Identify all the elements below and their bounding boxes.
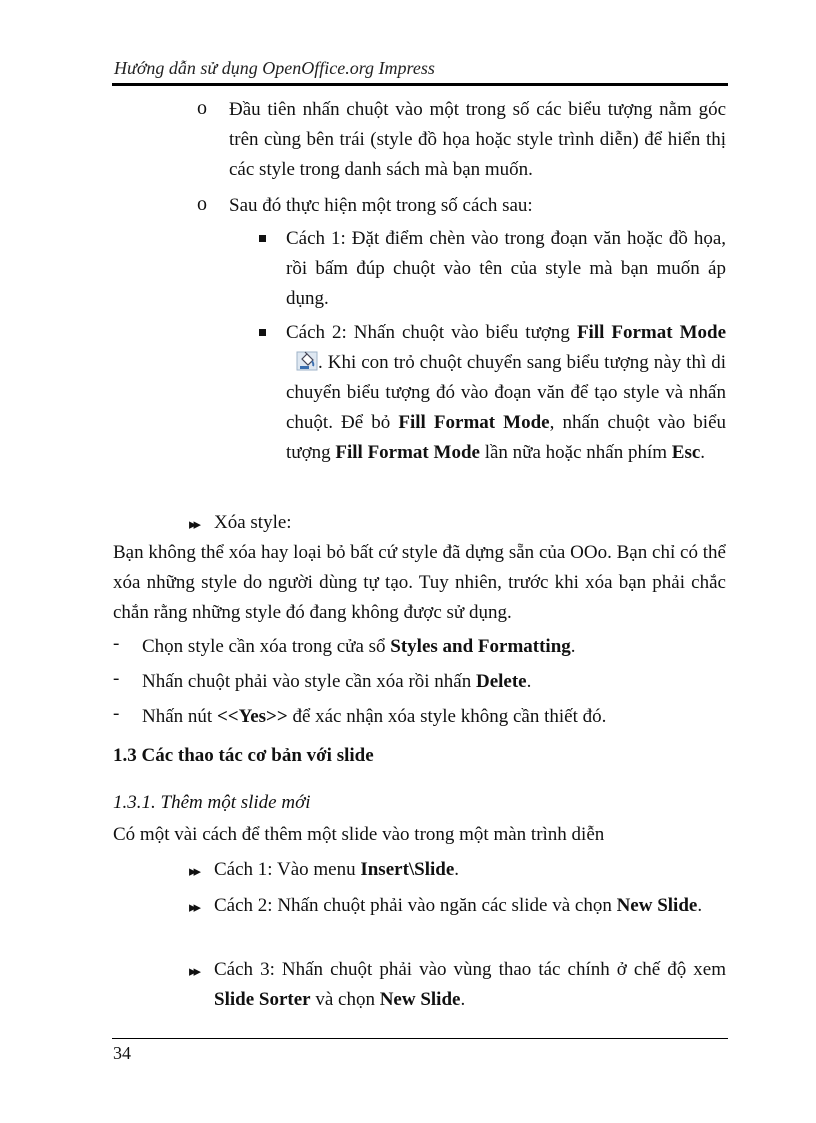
square-bullet <box>259 235 266 242</box>
esc-key-label: Esc <box>671 442 701 463</box>
delete-step-1-end: . <box>570 636 576 657</box>
fill-format-mode-label: Fill Format Mode <box>576 322 726 343</box>
add-slide-method-3-text: Cách 3: Nhấn chuột phải vào vùng thao tác chính ở chế độ xem <box>214 959 726 980</box>
delete-step-3-end: để xác nhận xóa style không cần thiết đó. <box>287 706 607 727</box>
delete-step-1 <box>142 632 576 662</box>
delete-step-2-text: Nhấn chuột phải vào style cần xóa rồi nhấn <box>142 671 476 692</box>
circle-bullet: o <box>197 193 207 215</box>
method-1-text: Cách 1: Đặt điểm chèn vào trong đoạn văn hoặc đồ họa, rồi bấm đúp chuột vào tên của style mà bạn muốn áp dụng. <box>286 228 726 309</box>
header-rule <box>112 83 728 86</box>
add-slide-method-1-end: . <box>454 859 460 880</box>
delete-style-title: Xóa style: <box>214 512 292 533</box>
add-slide-method-2-text: Cách 2: Nhấn chuột phải vào ngăn các slide và chọn <box>214 895 617 916</box>
add-slide-method-3-mid: và chọn <box>310 989 380 1010</box>
new-slide-label: New Slide <box>379 989 461 1010</box>
add-slide-method-2 <box>214 891 726 921</box>
dash-bullet: - <box>113 633 120 654</box>
dash-bullet: - <box>113 668 120 689</box>
fill-format-mode-label: Fill Format Mode <box>398 412 550 433</box>
insert-slide-menu-label: Insert\Slide <box>360 859 455 880</box>
step-1-text: Đầu tiên nhấn chuột vào một trong số các biểu tượng nằm góc trên cùng bên trái (style đồ họa hoặc style trình diễn) để hiển thị các style trong danh sách mà bạn muốn. <box>229 99 726 180</box>
delete-step-3 <box>142 702 606 732</box>
add-slide-method-3-end: . <box>460 989 466 1010</box>
method-2-part3: , nhấn chuột vào biểu tượng <box>286 412 726 463</box>
slide-sorter-label: Slide Sorter <box>214 989 311 1010</box>
delete-step-3-text: Nhấn nút <box>142 706 217 727</box>
section-1-3-heading: 1.3 Các thao tác cơ bản với slide <box>113 745 374 766</box>
delete-step-2-end: . <box>526 671 532 692</box>
method-2-part2: . Khi con trỏ chuột chuyển sang biểu tượng này thì di chuyển biểu tượng đó vào đoạn văn để tạo style và nhấn chuột. Để bỏ <box>286 352 726 433</box>
add-slide-intro: Có một vài cách để thêm một slide vào trong một màn trình diễn <box>113 824 605 845</box>
method-2-text <box>286 318 726 468</box>
method-2-part5: . <box>700 442 706 463</box>
delete-label: Delete <box>475 671 527 692</box>
section-1-3-1-heading: 1.3.1. Thêm một slide mới <box>113 792 311 813</box>
square-bullet <box>259 329 266 336</box>
circle-bullet: o <box>197 97 207 119</box>
method-2-part4: lần nữa hoặc nhấn phím <box>479 442 672 463</box>
delete-step-1-text: Chọn style cần xóa trong cửa sổ <box>142 636 391 657</box>
delete-style-paragraph: Bạn không thể xóa hay loại bỏ bất cứ style đã dựng sẵn của OOo. Bạn chỉ có thể xóa những style do người dùng tự tạo. Tuy nhiên, trước khi xóa bạn phải chắc chắn rằng những style đó đang không được sử dụng. <box>113 542 726 623</box>
fill-format-mode-label: Fill Format Mode <box>335 442 480 463</box>
paint-bucket-icon <box>296 351 318 371</box>
double-arrow-bullet-icon: ▸▸ <box>189 964 199 980</box>
styles-and-formatting-label: Styles and Formatting <box>390 636 571 657</box>
footer-rule <box>112 1038 728 1039</box>
delete-step-2 <box>142 667 531 697</box>
add-slide-method-1 <box>214 855 726 885</box>
double-arrow-bullet-icon: ▸▸ <box>189 900 199 916</box>
step-2-text: Sau đó thực hiện một trong số cách sau: <box>229 195 533 216</box>
new-slide-label: New Slide <box>616 895 698 916</box>
add-slide-method-2-end: . <box>697 895 703 916</box>
dash-bullet: - <box>113 703 120 724</box>
add-slide-method-1-text: Cách 1: Vào menu <box>214 859 361 880</box>
add-slide-method-3 <box>214 955 726 1015</box>
yes-button-label: <<Yes>> <box>216 706 288 727</box>
running-header: Hướng dẫn sử dụng OpenOffice.org Impress <box>114 58 435 78</box>
page-number: 34 <box>113 1043 131 1063</box>
method-2-part1: Cách 2: Nhấn chuột vào biểu tượng <box>286 322 577 343</box>
double-arrow-bullet-icon: ▸▸ <box>189 517 199 533</box>
double-arrow-bullet-icon: ▸▸ <box>189 864 199 880</box>
